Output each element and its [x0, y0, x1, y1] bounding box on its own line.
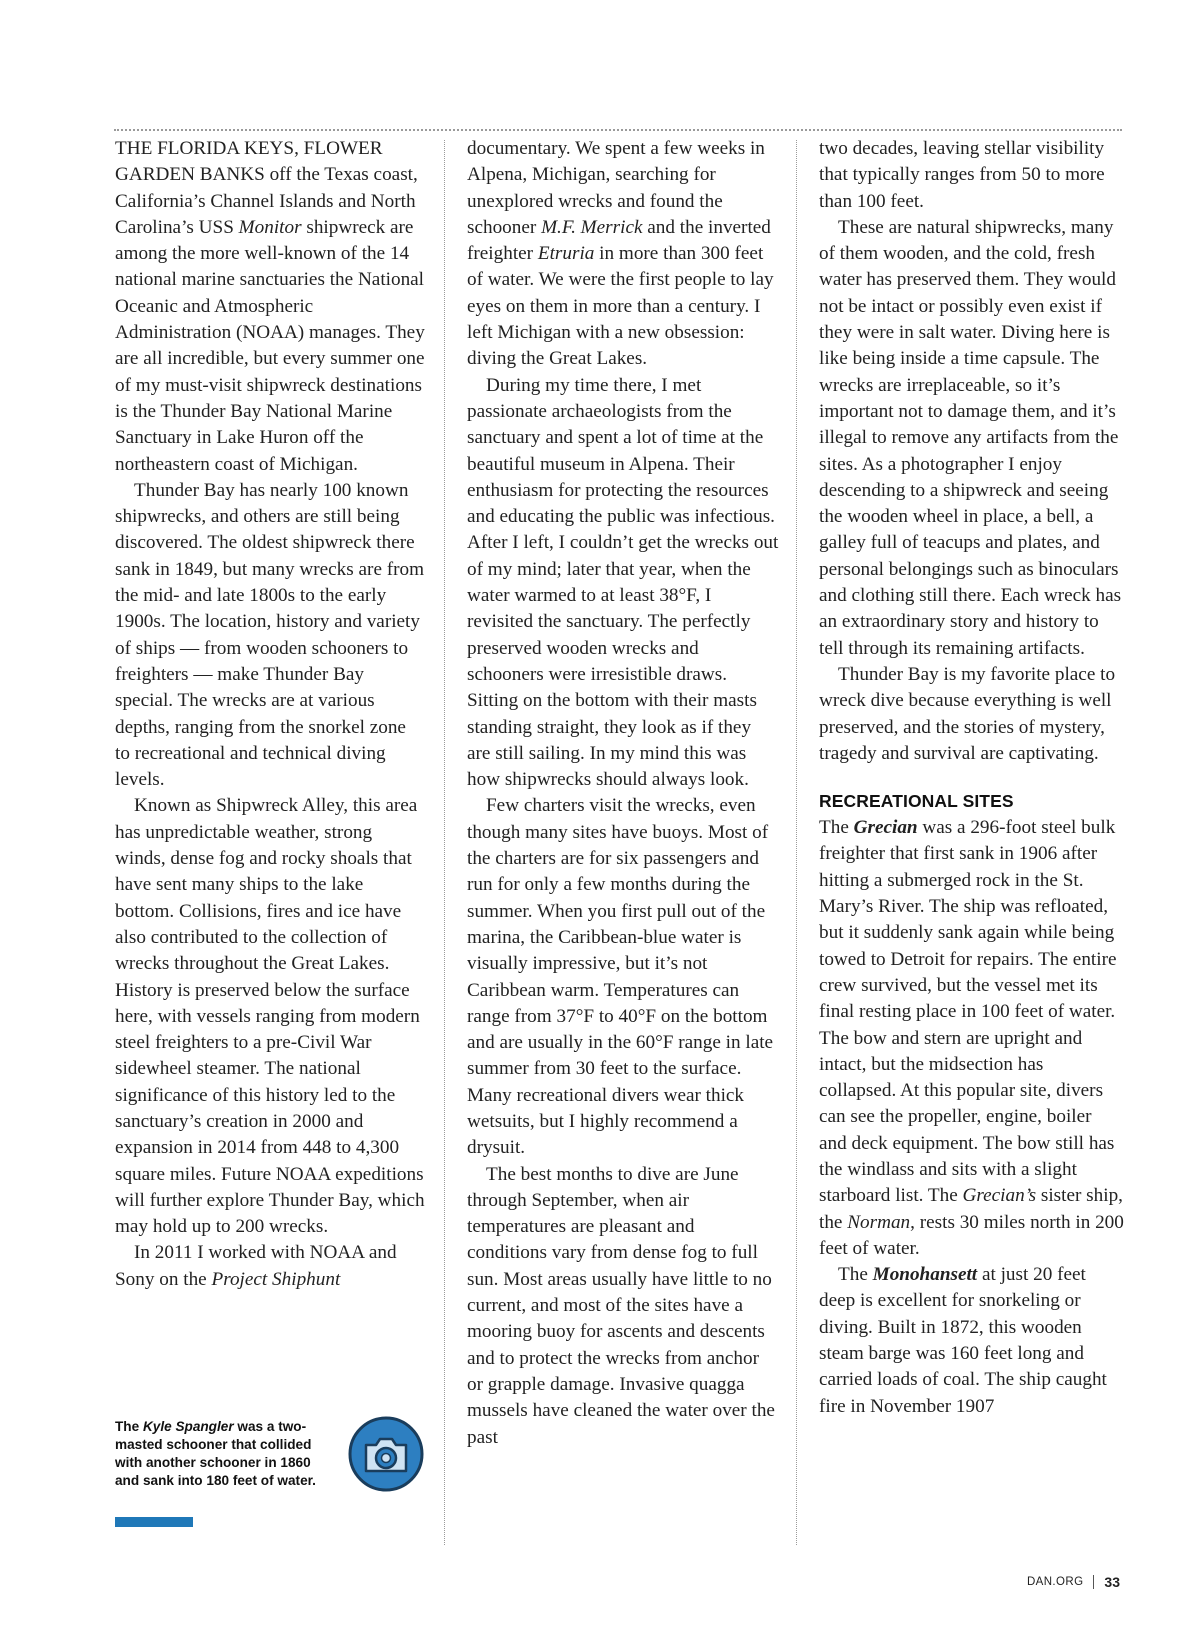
paragraph: THE FLORIDA KEYS, FLOWER GARDEN BANKS off the Texas coast, California’s Channel Islands and North Carolina’s USS Monitor shipwreck are among the more well-known of the 14 national marine sanctuaries the National Oceanic and Atmospheric Administration (NOAA) manages. They are all incredible, but every summer one of my must-visit shipwreck destinations is the Thunder Bay National Marine Sanctuary in Lake Huron off the northeastern coast of Michigan. [115, 138, 425, 475]
paragraph: The best months to dive are June through September, when air temperatures are pleasant and conditions vary from dense fog to full sun. Most areas usually have little to no current, and most of the sites have a mooring buoy for ascents and descents and to protect the wrecks from anchor or grapple damage. Invasive quagga mussels have cleaned the water over the past [467, 1163, 775, 1448]
article-column-1 [115, 136, 425, 1293]
photo-caption: The Kyle Spangler was a two-masted schooner that collided with another schooner in 1860 and sank into 180 feet of water. [115, 1419, 316, 1488]
lead-in-text: THE FLORIDA KEYS, FLOWER GARDEN BANKS [115, 138, 383, 186]
caption-accent-bar [115, 1517, 193, 1527]
section-heading: RECREATIONAL SITES [819, 791, 1014, 812]
footer-divider [1093, 1575, 1094, 1589]
camera-icon [347, 1415, 425, 1493]
ship-name: Monohansett [872, 1264, 978, 1286]
paragraph: Few charters visit the wrecks, even though many sites have buoys. Most of the charters are for six passengers and run for only a few months during the summer. When you first pull out of the marina, the Caribbean-blue water is visually impressive, but it’s not Caribbean warm. Temperatures can range from 37°F to 40°F on the bottom and are usually in the 60°F range in late summer from 30 feet to the surface. Many recreational divers wear thick wetsuits, but I highly recommend a drysuit. [467, 795, 774, 1159]
paragraph: During my time there, I met passionate archaeologists from the sanctuary and spent a lot of time at the beautiful museum in Alpena. Their enthusiasm for protecting the resources and educating the public was infectious. After I left, I couldn’t get the wrecks out of my mind; later that year, when the water warmed to at least 38°F, I revisited the sanctuary. The perfectly preserved wooden wrecks and schooners were irresistible draws. Sitting on the bottom with their masts standing straight, they look as if they are still sailing. In my mind this was how shipwrecks should always look. [467, 374, 779, 791]
article-column-3 [819, 136, 1124, 1420]
paragraph: Known as Shipwreck Alley, this area has unpredictable weather, strong winds, dense fog and rocky shoals that have sent many ships to the lake bottom. Collisions, fires and ice have also contributed to the collection of wrecks throughout the Great Lakes. History is preserved below the surface here, with vessels ranging from modern steel freighters to a pre-Civil War sidewheel steamer. The national significance of this history led to the sanctuary’s creation in 2000 and expansion in 2014 from 448 to 4,300 square miles. Future NOAA expeditions will further explore Thunder Bay, which may hold up to 200 wrecks. [115, 795, 425, 1238]
page-footer [1027, 1574, 1120, 1590]
page-number: 33 [1104, 1574, 1120, 1590]
ship-name: M.F. Merrick [541, 216, 643, 238]
ship-name: Monitor [238, 216, 302, 238]
ship-name: Etruria [537, 243, 595, 265]
article-column-2 [467, 136, 779, 1451]
column-divider-1 [444, 140, 445, 1545]
site-url[interactable]: DAN.ORG [1026, 1576, 1084, 1588]
ship-name: Norman [847, 1211, 911, 1233]
column-divider-2 [796, 140, 797, 1545]
paragraph: Thunder Bay is my favorite place to wreck dive because everything is well preserved, and the stories of mystery, tragedy and survival are captivating. [819, 663, 1116, 764]
paragraph: Thunder Bay has nearly 100 known shipwrecks, and others are still being discovered. The oldest shipwreck there sank in 1849, but many wrecks are from the mid- and late 1800s to the early 1900s. The location, history and variety of ships — from wooden schooners to freighters — make Thunder Bay special. The wrecks are at various depths, ranging from the snorkel zone to recreational and technical diving levels. [115, 479, 425, 791]
paragraph: The Grecian was a 296-foot steel bulk freighter that first sank in 1906 after hitting a submerged rock in the St. Mary’s River. The ship was refloated, but it suddenly sank again while being towed to Detroit for repairs. The entire crew survived, but the vessel met its final resting place in 100 feet of water. The bow and stern are upright and intact, but the midsection has collapsed. At this popular site, divers can see the propeller, engine, boiler and deck equipment. The bow still has the windlass and sits with a slight starboard list. The Grecian’s sister ship, the Norman, rests 30 miles north in 200 feet of water. [819, 817, 1124, 1259]
project-title: Project Shiphunt [211, 1268, 341, 1290]
ship-name: Grecian’s [962, 1185, 1037, 1207]
paragraph: documentary. We spent a few weeks in Alpena, Michigan, searching for unexplored wrecks and found the schooner M.F. Merrick and the inverted freighter Etruria in more than 300 feet of water. We were the first people to lay eyes on them in more than a century. I left Michigan with a new obsession: diving the Great Lakes. [467, 138, 774, 370]
paragraph: These are natural shipwrecks, many of them wooden, and the cold, fresh water has preserved them. They would not be intact or possibly even exist if they were in salt water. Diving here is like being inside a time capsule. The wrecks are irreplaceable, so it’s important not to damage them, and it’s illegal to remove any artifacts from the sites. As a photographer I enjoy descending to a shipwreck and seeing the wooden wheel in place, a bell, a galley full of teacups and plates, and personal belongings such as binoculars and clothing still there. Each wreck has an extraordinary story and history to tell through its remaining artifacts. [819, 216, 1122, 659]
paragraph: two decades, leaving stellar visibility that typically ranges from 50 to more than 100 feet. [819, 138, 1105, 212]
paragraph: The Monohansett at just 20 feet deep is excellent for snorkeling or diving. Built in 1872, this wooden steam barge was 160 feet long and carried loads of coal. The ship caught fire in November 1907 [819, 1264, 1107, 1417]
ship-name: Kyle Spangler [142, 1419, 234, 1434]
paragraph: In 2011 I worked with NOAA and Sony on the Project Shiphunt [115, 1242, 397, 1290]
top-dotted-rule [114, 129, 1122, 131]
ship-name: Grecian [853, 817, 918, 839]
